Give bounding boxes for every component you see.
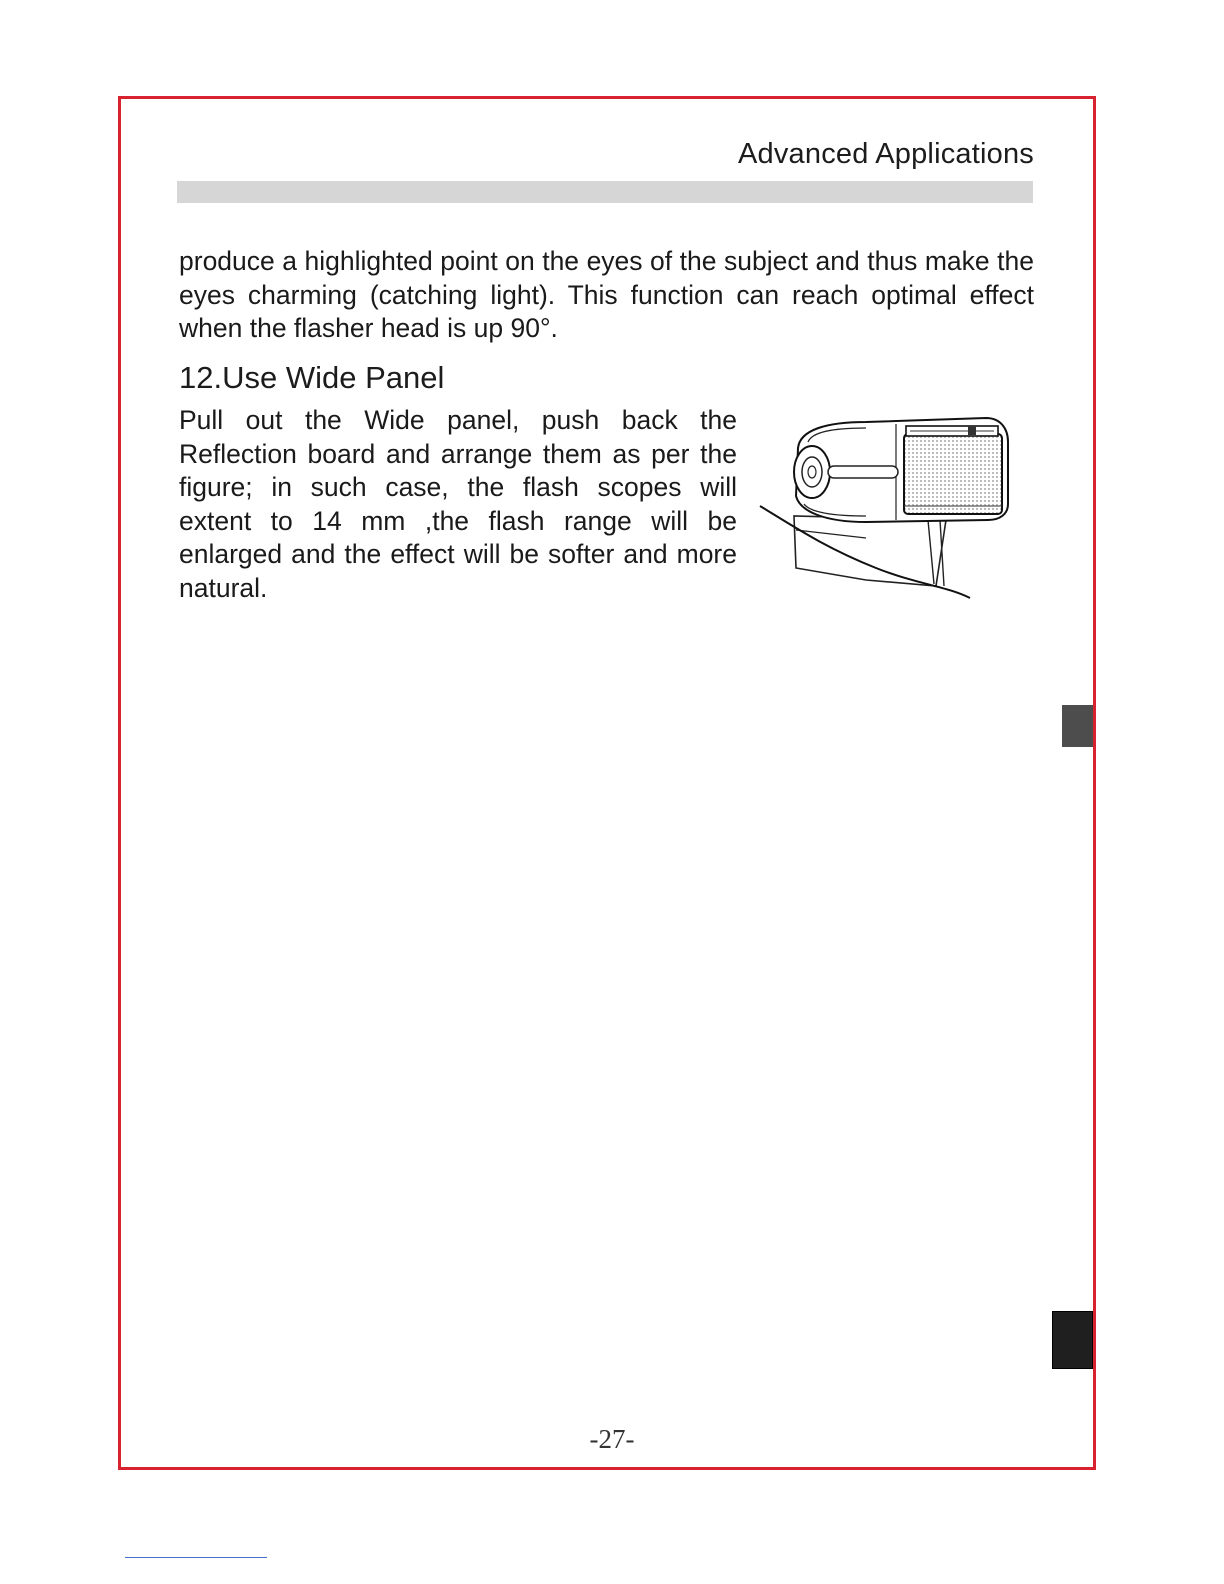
section-title-bar — [177, 181, 1033, 203]
flash-head-wide-panel-illustration — [756, 408, 1018, 604]
intro-paragraph: produce a highlighted point on the eyes of the subject and thus make the eyes charming (catching light). This function can reach optimal effect when the flasher head is up 90°. — [179, 246, 1034, 343]
section-body-paragraph: Pull out the Wide panel, push back the Reflection board and arrange them as per the figure; in such case, the flash scopes will extent to 14 mm ,the flash range will be enlarged and the effect will be softer and more natural. — [179, 405, 737, 603]
footnote-rule — [125, 1557, 267, 1558]
section-heading: 12.Use Wide Panel — [179, 360, 445, 395]
chapter-tab-marker — [1062, 705, 1093, 747]
page-number: -27- — [589, 1424, 635, 1454]
chapter-tab-marker-lower — [1052, 1311, 1093, 1369]
section-title: Advanced Applications — [737, 138, 1034, 170]
